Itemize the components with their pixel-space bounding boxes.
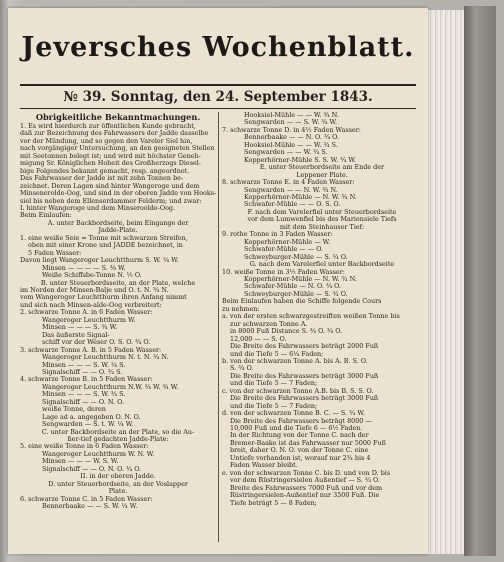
text-line: Schwafer-Mühle — N. O. ¾ O. (244, 283, 342, 291)
text-line: Tiefe beträgt 5 — 8 Faden; (230, 499, 317, 507)
text-line: Minsen — — — S. ¾ W. (42, 324, 118, 332)
text-line: Untiefe vorhanden ist, worauf nur 2¾ bis 4 (230, 454, 371, 462)
text-line: Minsenerolde-Oog, und sind in der oberen Jadde von Hooks- (20, 190, 216, 198)
text-line: C. unter Backbordseite an der Plate, so die Au- (41, 428, 195, 436)
text-line: Die Breite des Fahrwassers beträgt 3000 Fuß (230, 372, 379, 380)
text-line: Schwafer-Mühle — — O. (244, 246, 324, 254)
text-line: ßer-tief gedachten Jadde-Plate: (67, 436, 169, 444)
text-line: Lage ad a. angegeben O. N. O. (42, 413, 141, 421)
text-line: Sengwarden — — W. ¾ S. (244, 149, 328, 157)
text-line: 2. schwarze Tonne A. in 6 Faden Wasser: (20, 309, 153, 317)
text-line: Schwafer-Mühle — — O. S. O. (244, 201, 341, 209)
text-line: Plate. (108, 488, 128, 496)
text-line: vom Wangeroger Leuchtthurm ihren Anfang nimmt (20, 294, 187, 302)
text-line: im Norden der Minsen-Balje und O. t. N. ¾ N. (20, 286, 169, 294)
text-line: D. unter Steuerbordseite, an der Voslapper (48, 480, 188, 488)
text-line: Sengwarden — — S. W. ¾ W. (244, 119, 337, 127)
text-line: und die Tiefe 5 — 7 Faden; (230, 380, 318, 388)
text-line: siel bis neben dem Ellenserdammer Felderm; und zwar: (20, 197, 202, 205)
text-line: 5. eine weiße Tonne in 6 Faden Wasser: (20, 443, 149, 451)
text-line: und die Tiefe 5 — 7 Faden; (230, 402, 318, 410)
text-line: Wangeroger Leuchtthurm W. (42, 316, 136, 324)
text-line: Bennerbaake — — S. W. ¼ W. (42, 503, 138, 511)
text-line: Minsen — — — — S. ⅜ W. (42, 264, 126, 272)
text-line: Leppener Plate. (296, 171, 348, 179)
text-line: 7. schwarze Tonne D. in 4½ Faden Wasser: (222, 126, 361, 134)
text-line: zur schwarzen Tonne A. (230, 320, 308, 328)
text-line: nach vorgängiger Untersuchung, an den geeigneten Stellen (20, 145, 215, 153)
text-line: 1. eine weiße Seie = Tonne mit schwarzen Streifen, (20, 234, 188, 242)
text-line: 5 Faden Wasser: (28, 249, 82, 257)
right-column (222, 112, 422, 552)
text-line: F. nach dem Varelerfiel unter Steuerbordseite (247, 208, 397, 216)
text-line: Wangeroger Leuchtthurm W. N. W. (42, 450, 155, 458)
text-line: Signalschiff — — O. N. O. (42, 398, 124, 406)
text-line: Beim Einlaufen haben die Schiffe folgende Cours (222, 298, 382, 306)
text-line: E. unter Steuerbordseite am Ende der (259, 164, 385, 172)
text-line: S. ¾ O. (230, 365, 254, 373)
text-line: mit Seetonnen belegt ist; und wird mit höchster Geneh- (20, 152, 201, 160)
section-heading: Obrigkeitliche Bekanntmachungen. (35, 112, 201, 122)
text-line: b. von der schwarzen Tonne A. bis A. B. S. O. (222, 357, 368, 365)
text-line: Die Breite des Fahrwassers beträgt 8000 — (230, 417, 372, 425)
text-line: oben mit einer Krone und JADDE bezeichnet, in (28, 242, 183, 250)
text-line: Sengwarden — S. t. W. ¼ W. (42, 421, 134, 429)
text-line: II. in der oberen Jadde. (80, 473, 156, 481)
text-line: Bremer-Baake ist das Fahrwasser nur 5000 Fuß (230, 439, 386, 447)
column-divider (218, 112, 219, 542)
text-line: 10,000 Fuß und die Tiefe 6 — 6½ Faden. (230, 425, 363, 433)
text-line: Davon liegt Wangeroger Leuchtthurm S. W. ¼ W. (20, 257, 179, 265)
text-line: Wangeroger Leuchtthurm N.W. ¾ W. ¾ W. (42, 383, 179, 391)
text-line: schiff vor der Weser O. S. O. ¾ O. (42, 339, 151, 347)
rule-bottom (20, 108, 416, 109)
text-line: zeichnet. Deren Lagen sind hinter Wangeroge und dem (20, 182, 200, 190)
text-line: I. hinter Wangeroge und dem Minseroolde-Oog. (20, 204, 176, 212)
text-line: Das Fahrwasser der Jadde ist mit zehn Tonnen be- (20, 175, 184, 183)
text-line: Weiße Schiffsbe-Tonne N. ½ O. (42, 272, 142, 280)
text-line: Hooksiel-Mühle — — W. ¾ S. (244, 141, 338, 149)
text-line: Jadde-Plate. (98, 227, 138, 235)
text-line: e. von der schwarzen Tonne C. bis D. und von D. bis (222, 469, 391, 477)
text-line: und sich nach Minsen-alde-Oog verbreitert: (20, 301, 162, 309)
text-line: Minsen — — — S. W. ¼ S. (42, 361, 126, 369)
text-line: Minsen — — — W. S. W. (42, 458, 119, 466)
dateline: № 39. Sonntag, den 24. September 1843. (63, 89, 373, 105)
text-line: G. nach dem Varelerfiel unter Backbordseite (249, 261, 395, 269)
text-line: bige Folgendes bekannt gemacht, resp. angeordnet. (20, 167, 190, 175)
text-line: 8. schwarze Tonne E. in 4 Faden Wasser: (222, 179, 355, 187)
text-line: Kopperhörner-Mühle S. S. W. ¾ W. (244, 156, 356, 164)
text-line: zu nehmen: (222, 305, 260, 313)
text-line: Schweyburger-Mühle — S. ¾ O. (244, 290, 348, 298)
text-line: Hooksiel-Mühle — — W. ¾ N. (244, 112, 339, 119)
text-line: Bennerbaake — — N. O. ¾ O. (244, 134, 340, 142)
text-line: 3. schwarze Tonne A. B. in 5 Faden Wasser: (20, 346, 162, 354)
text-line: Die Breite des Fahrwassers beträgt 3000 Fuß (230, 395, 379, 403)
text-line: 1. Es wird hierdurch zur öffentlichen Kunde gebracht, (20, 123, 196, 130)
text-line: Signalschiff — — O. ¾ S. (42, 368, 123, 376)
text-line: breit, daher O. N. O. von der Tonne C. eine (230, 447, 369, 455)
masthead-title: Jeversches Wochenblatt. (21, 32, 415, 63)
text-line: Beim Einlaufen: (20, 212, 72, 220)
text-line: Schweyburger-Mühle — S. ¾ O. (244, 253, 348, 261)
newspaper-page (8, 8, 428, 554)
text-line: Das äußerste Signal- (42, 331, 110, 339)
text-line: Breite des Fahrwassers 7000 Fuß und vor dem (230, 484, 383, 492)
text-line: 9. rothe Tonne in 3 Faden Wasser: (222, 231, 333, 239)
text-line: Kopperhörner-Mühle — W. (244, 238, 331, 246)
left-column (20, 112, 216, 552)
text-line: Minsen — — — S. W. ¾ S. (42, 391, 126, 399)
text-line: und die Tiefe 5 — 6¼ Faden; (230, 350, 324, 358)
text-line: migung Sr. Königlichen Hoheit des Großherzogs Diesel- (20, 160, 201, 168)
text-line: B. unter Steuerbordsseite, an der Plate, welche (40, 279, 196, 287)
text-line: vor dem Rüstringersielen Außentief — S. ¾ O. (230, 477, 380, 485)
text-line: 4. schwarze Tonne B. in 5 Faden Wasser: (20, 376, 153, 384)
text-line: Kopperhörner-Mühle — N. W. ¾ N. (244, 193, 357, 201)
text-line: Sengwarden — — N. W. ¾ N. (244, 186, 338, 194)
text-line: daß zur Bezeichnung des Fahrwassers der Jadde dasselbe (20, 130, 209, 138)
text-line: 6. schwarze Tonne C. in 5 Faden Wasser: (20, 495, 153, 503)
text-line: Wangeroger Leuchtthurm N. t. N. ¾ N. (42, 354, 169, 362)
text-line: d. von der schwarzen Tonne B. C. — S. ¾ W. (222, 410, 365, 418)
text-line: Faden Wasser bleibt. (230, 462, 298, 470)
text-line: In der Richtung von der Tonne C. nach der (230, 432, 369, 440)
book-cover (464, 6, 496, 556)
text-line: a. von der ersten schwarzgestreiften weißen Tonne bis (222, 313, 400, 321)
text-line: weiße Tonne, deren (42, 406, 106, 414)
text-line: mit dem Steinhauser Tief: (279, 223, 365, 231)
text-line: A. unter Backbordseite, beim Eingange der (47, 219, 189, 227)
text-line: Die Breite des Fahrwassers beträgt 2000 Fuß (230, 343, 379, 351)
text-line: Kopperhörner-Mühle — N. W. ¾ N. (244, 275, 357, 283)
text-line: vor der Mündung, und so gegen den Vareler Siel hin, (20, 137, 193, 145)
page-edges (428, 10, 464, 554)
text-line: 10. weiße Tonne in 3½ Faden Wasser: (222, 268, 345, 276)
text-line: Rüstringersielen-Außentief nur 3500 Fuß. Die (230, 492, 380, 500)
text-line: c. von der schwarzen Tonne A.B. bis B. S. S. O. (222, 387, 374, 395)
text-line: Signalschiff — — O. N. O. ¾ O. (42, 465, 142, 473)
text-line: in 8000 Fuß Distance S. ¾ O. ¾ O. (230, 328, 343, 336)
text-line: 12,000 — — S. O. (230, 335, 287, 343)
text-line: vor dem Lumwenfiel bis des Mariensiele Tiefs (247, 216, 397, 224)
